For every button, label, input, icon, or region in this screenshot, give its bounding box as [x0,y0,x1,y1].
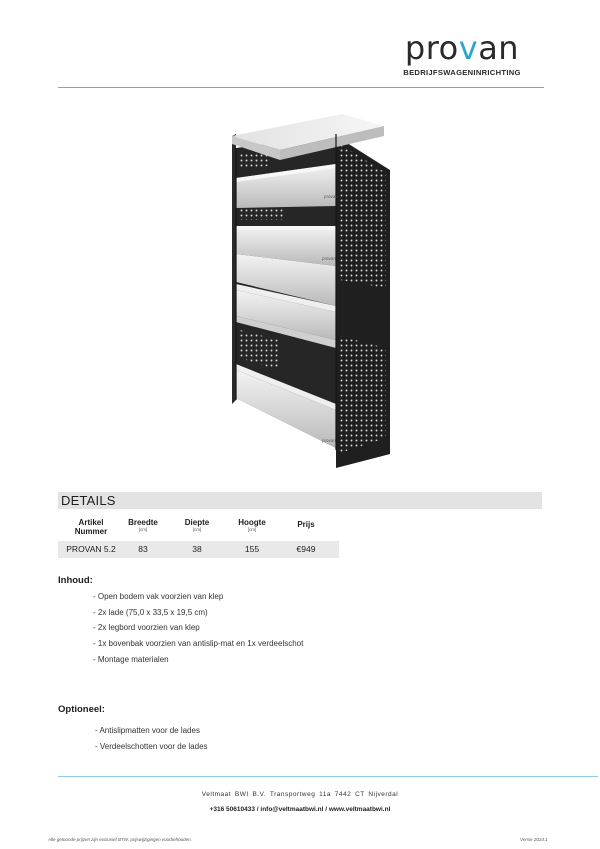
cell-width: 83 [138,544,148,554]
cell-price: €949 [296,544,316,554]
col-header-height-label: Hoogte [238,518,266,527]
brand-wordmark-suffix: an [478,29,520,67]
list-item: - Open bodem vak voorzien van klep [93,592,224,601]
list-item: - 2x lade (75,0 x 33,5 x 19,5 cm) [93,607,208,617]
col-header-depth-unit: [cm] [192,527,202,532]
contents-list [93,589,303,668]
brand-wordmark-prefix: pro [404,29,459,67]
col-header-height-unit: [cm] [247,527,257,532]
footer-address: Veltmaat BWI B.V. Transportweg 11a 7442 CT Nijverdal [201,791,399,798]
col-header-article: Artikel Nummer [74,518,108,536]
list-item: - Montage materialen [93,654,169,664]
svg-text:provan: provan [322,256,336,261]
list-item: - 1x bovenbak voorzien van antislip-mat en 1x verdeelschot [93,639,304,649]
table-row [58,541,339,558]
optional-list [95,723,208,754]
product-image [224,108,400,468]
col-header-depth [177,518,217,533]
brand-tagline: BEDRIJFSWAGENINRICHTING [403,68,521,77]
list-item: - Verdeelschotten voor de lades [95,741,208,751]
contents-label: Inhoud: [58,575,93,586]
brand-wordmark-accent: v [458,29,479,67]
details-header-bar [58,492,542,509]
footer-contact: +316 50610433 / info@veltmaatbwi.nl / www.veltmaatbwi.nl [209,806,391,813]
col-header-width [123,518,163,533]
cell-article: PROVAN 5.2 [66,544,116,554]
footer-version: Versie 2024.1 [520,837,548,842]
header-divider [58,87,544,88]
svg-text:provan: provan [324,194,338,199]
list-item: - 2x legbord voorzien van klep [93,623,200,633]
brand-logo [392,30,532,77]
col-header-price: Prijs [297,520,315,529]
footer-divider [58,776,598,777]
details-title: DETAILS [61,493,116,508]
cell-depth: 38 [192,544,202,554]
col-header-height [232,518,272,533]
list-item: - Antislipmatten voor de lades [95,726,200,735]
col-header-width-label: Breedte [128,518,158,527]
optional-label: Optioneel: [58,704,105,715]
svg-text:provan: provan [322,438,336,443]
col-header-width-unit: [cm] [138,527,148,532]
cell-height: 155 [244,544,260,554]
brand-wordmark [392,30,532,66]
col-header-depth-label: Diepte [184,518,210,527]
footer-disclaimer: Alle getoonde prijzen zijn exclusief BTW, prijswijzigingen voorbehouden. [48,837,192,842]
